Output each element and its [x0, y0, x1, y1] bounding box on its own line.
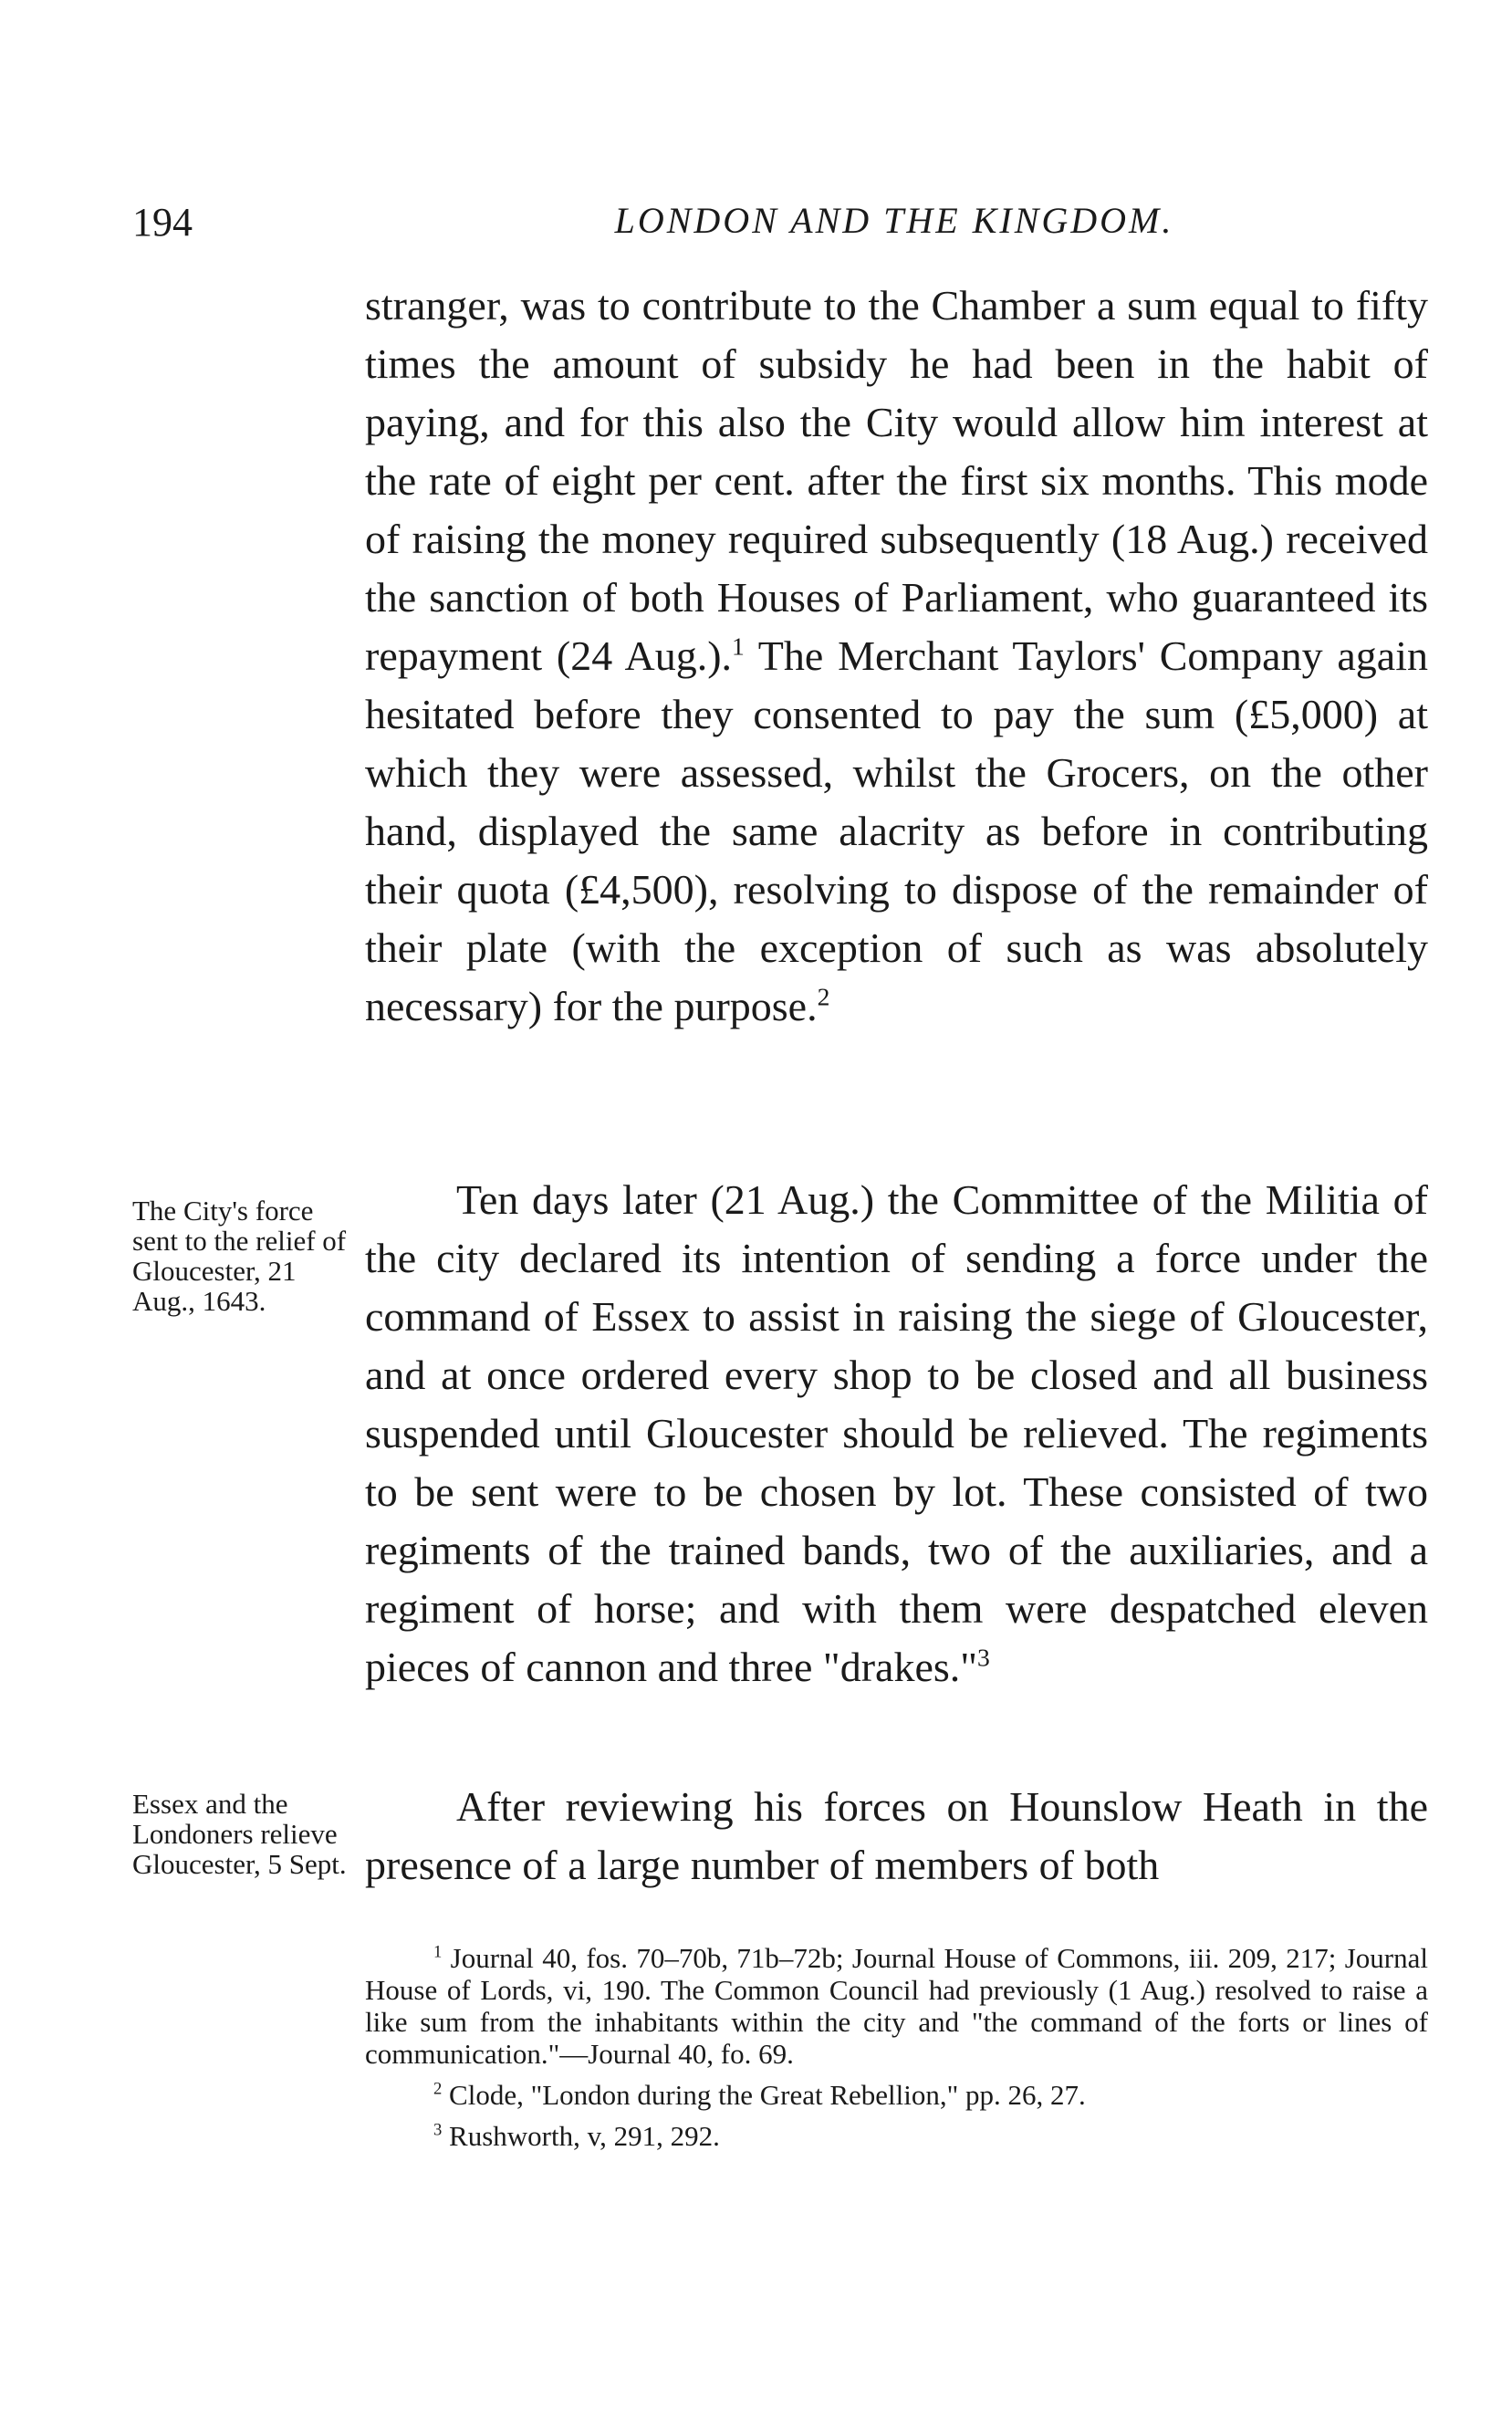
paragraph-3-text: After reviewing his forces on Hounslow Heath in the presence of a large number of members of both [365, 1783, 1428, 1888]
paragraph-1-text-b: The Merchant Taylors' Company again hesitated before they consented to pay the sum (£5,000) at which they were assessed, whilst the Grocers, on the other hand, displayed the same alacrity as before in contributing their quota (£4,500), resolving to dispose of the remainder of their plate (with the exception of such as was absolutely necessary) for the purpose. [365, 632, 1428, 1029]
footnote-3 [365, 2120, 1428, 2152]
paragraph-3 [365, 1778, 1428, 1895]
footnotes [365, 1942, 1428, 2161]
footnote-mark-2: 2 [433, 2079, 443, 2099]
paragraph-1 [365, 277, 1428, 1036]
footnote-ref-3[interactable]: 3 [977, 1643, 990, 1672]
footnote-2-text: Clode, "London during the Great Rebellion," pp. 26, 27. [449, 2079, 1086, 2111]
running-head: LONDON AND THE KINGDOM. [614, 200, 1174, 241]
footnote-1 [365, 1942, 1428, 2070]
footnote-3-text: Rushworth, v, 291, 292. [449, 2120, 720, 2152]
footnote-ref-1[interactable]: 1 [732, 632, 745, 661]
footnote-mark-1: 1 [433, 1942, 443, 1962]
paragraph-1-text-a: stranger, was to contribute to the Chamber a sum equal to fifty times the amount of subsidy he had been in the habit of paying, and for this also the City would allow him interest at the rate of eight per cent. after the first six months. This mode of raising the money required subsequently (18 Aug.) received the sanction of both Houses of Parliament, who guaranteed its repayment (24 Aug.). [365, 282, 1428, 679]
footnote-1-text: Journal 40, fos. 70–70b, 71b–72b; Journal House of Commons, iii. 209, 217; Journal House of Lords, vi, 190. The Common Council had previously (1 Aug.) resolved to raise a like sum from the inhabitants within the city and "the command of the forts or lines of communication."—Journal 40, fo. 69. [365, 1942, 1428, 2070]
sidenote-essex-relieve: Essex and the Londoners relieve Gloucester, 5 Sept. [132, 1788, 347, 1880]
sidenote-relief-force: The City's force sent to the relief of Gloucester, 21 Aug., 1643. [132, 1195, 347, 1317]
paragraph-2-text: Ten days later (21 Aug.) the Committee of the Militia of the city declared its intention of sending a force under the command of Essex to assist in raising the siege of Gloucester, and at once ordered every shop to be closed and all business suspended until Gloucester should be relieved. The regiments to be sent were to be chosen by lot. These consisted of two regiments of the trained bands, two of the auxiliaries, and a regiment of horse; and with them were despatched eleven pieces of cannon and three "drakes." [365, 1176, 1428, 1690]
footnote-ref-2[interactable]: 2 [817, 982, 830, 1011]
footnote-mark-3: 3 [433, 2120, 443, 2140]
page-number: 194 [132, 200, 193, 245]
paragraph-2 [365, 1171, 1428, 1697]
footnote-2 [365, 2079, 1428, 2111]
